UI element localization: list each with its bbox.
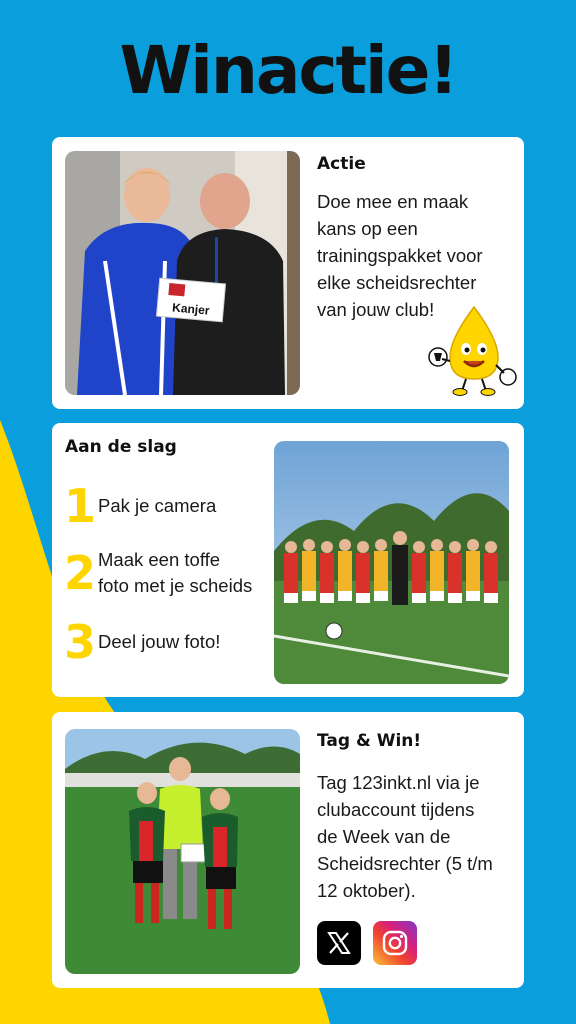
step-number: 1 [64, 479, 97, 533]
step-2 [64, 547, 252, 599]
photo-banner-text: Kanjer [171, 300, 211, 318]
step-number: 3 [64, 615, 97, 669]
tag-win-card [52, 712, 524, 988]
actie-card [52, 137, 524, 409]
actie-body-line: Doe mee en maak [317, 191, 469, 212]
tag-win-body [317, 769, 522, 904]
step-line: Maak een toffe [98, 549, 221, 570]
step-1 [64, 479, 217, 533]
step-line: foto met je scheids [98, 575, 253, 596]
x-logo-icon[interactable] [317, 921, 361, 965]
team-photo-illustration [274, 441, 509, 684]
actie-body-line: kans op een [317, 218, 418, 239]
step-3 [64, 615, 221, 669]
aan-de-slag-heading: Aan de slag [65, 437, 177, 457]
team-photo [274, 441, 509, 684]
step-line: Deel jouw foto! [98, 631, 221, 652]
page-title: Winactie! [119, 32, 457, 109]
tag-win-body-line: Scheidsrechter (5 t/m [317, 853, 493, 874]
tag-win-heading: Tag & Win! [317, 731, 422, 751]
actie-body-line: van jouw club! [317, 299, 435, 320]
referee-handover-illustration [65, 151, 300, 395]
players-photo [65, 729, 300, 974]
actie-photo [65, 151, 300, 395]
tag-win-body-line: 12 oktober). [317, 880, 416, 901]
players-photo-illustration [65, 729, 300, 974]
ink-drop-mascot-icon [428, 305, 518, 397]
step-text [98, 547, 252, 599]
step-number: 2 [64, 546, 97, 600]
step-line: Pak je camera [98, 495, 217, 516]
tag-win-body-line: clubaccount tijdens [317, 799, 475, 820]
actie-body-line: elke scheidsrechter [317, 272, 477, 293]
actie-body [317, 188, 517, 323]
actie-body-line: trainingspakket voor [317, 245, 483, 266]
tag-win-body-line: Tag 123inkt.nl via je [317, 772, 480, 793]
tag-win-body-line: de Week van de [317, 826, 451, 847]
aan-de-slag-card [52, 423, 524, 697]
actie-heading: Actie [317, 154, 366, 174]
step-text [98, 629, 220, 655]
instagram-logo-icon[interactable] [373, 921, 417, 965]
step-text [98, 493, 216, 519]
